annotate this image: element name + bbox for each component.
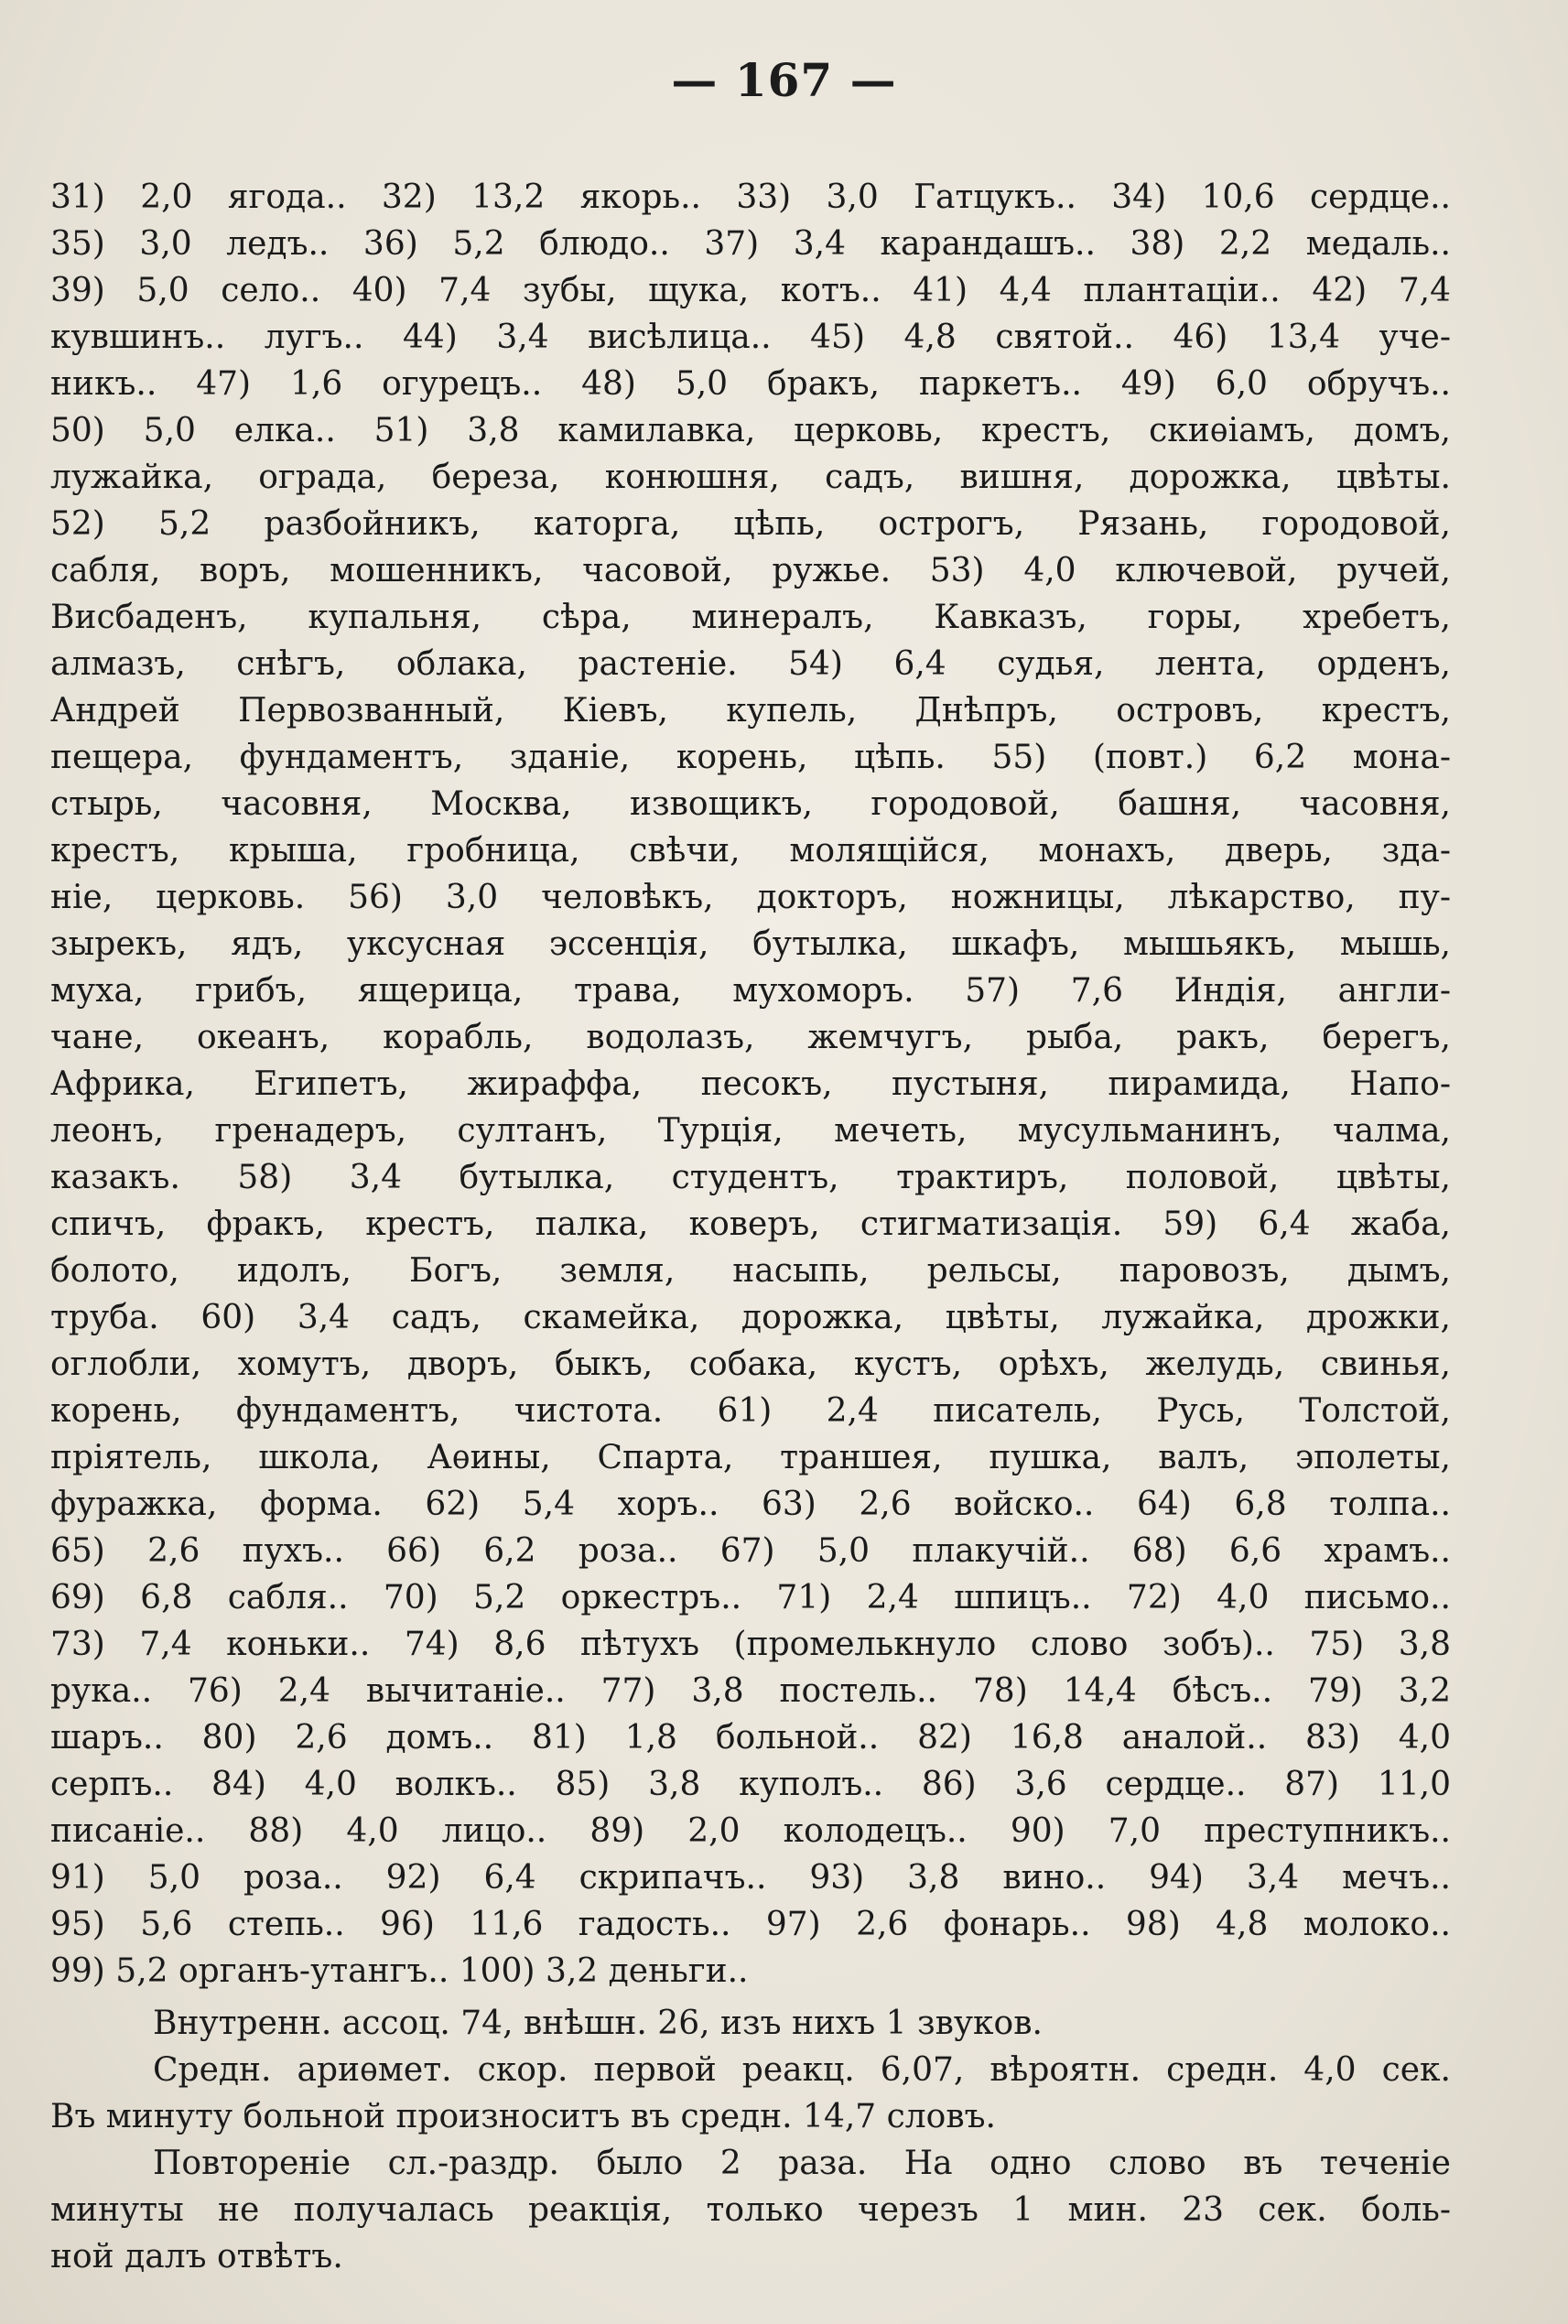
summary-line: Внутренн. ассоц. 74, внѣшн. 26, изъ нихъ 1 звуков.: [153, 2005, 1043, 2042]
text-line: 65) 2,6 пухъ.. 66) 6,2 роза.. 67) 5,0 плакучій.. 68) 6,6 храмъ..: [50, 1532, 1451, 1570]
text-line: рука.. 76) 2,4 вычитаніе.. 77) 3,8 постель.. 78) 14,4 бѣсъ.. 79) 3,2: [50, 1672, 1451, 1710]
text-line: крестъ, крыша, гробница, свѣчи, молящійся, монахъ, дверь, зда-: [50, 832, 1451, 870]
text-line: серпъ.. 84) 4,0 волкъ.. 85) 3,8 куполъ.. 86) 3,6 сердце.. 87) 11,0: [50, 1766, 1451, 1803]
text-line: чане, океанъ, корабль, водолазъ, жемчугъ, рыба, ракъ, берегъ,: [50, 1019, 1451, 1056]
text-line: 91) 5,0 роза.. 92) 6,4 скрипачъ.. 93) 3,8 вино.. 94) 3,4 мечъ..: [50, 1859, 1451, 1897]
text-line: фуражка, форма. 62) 5,4 хоръ.. 63) 2,6 войско.. 64) 6,8 толпа..: [50, 1486, 1451, 1523]
text-line: пещера, фундаментъ, зданіе, корень, цѣпь. 55) (повт.) 6,2 мона-: [50, 739, 1451, 776]
text-line: 39) 5,0 село.. 40) 7,4 зубы, щука, котъ.. 41) 4,4 плантаціи.. 42) 7,4: [50, 272, 1451, 309]
text-line: болото, идолъ, Богъ, земля, насыпь, рельсы, паровозъ, дымъ,: [50, 1252, 1451, 1290]
text-line: лужайка, ограда, береза, конюшня, садъ, вишня, дорожка, цвѣты.: [50, 459, 1451, 496]
text-line: писаніе.. 88) 4,0 лицо.. 89) 2,0 колодецъ.. 90) 7,0 преступникъ..: [50, 1812, 1451, 1850]
text-line: 99) 5,2 органъ-утангъ.. 100) 3,2 деньги..: [50, 1952, 749, 1990]
text-line: 50) 5,0 елка.. 51) 3,8 камилавка, церковь, крестъ, скиѳіамъ, домъ,: [50, 412, 1451, 449]
text-line: 35) 3,0 ледъ.. 36) 5,2 блюдо.. 37) 3,4 карандашъ.. 38) 2,2 медаль..: [50, 225, 1451, 263]
summary-line: минуты не получалась реакція, только черезъ 1 мин. 23 сек. боль-: [50, 2191, 1451, 2229]
text-line: спичъ, фракъ, крестъ, палка, коверъ, стигматизація. 59) 6,4 жаба,: [50, 1205, 1451, 1243]
text-line: корень, фундаментъ, чистота. 61) 2,4 писатель, Русь, Толстой,: [50, 1392, 1451, 1430]
text-line: казакъ. 58) 3,4 бутылка, студентъ, трактиръ, половой, цвѣты,: [50, 1159, 1451, 1196]
text-line: 95) 5,6 степь.. 96) 11,6 гадость.. 97) 2,6 фонарь.. 98) 4,8 молоко..: [50, 1906, 1451, 1943]
text-line: никъ.. 47) 1,6 огурецъ.. 48) 5,0 бракъ, паркетъ.. 49) 6,0 обручъ..: [50, 365, 1451, 403]
text-line: зырекъ, ядъ, уксусная эссенція, бутылка, шкафъ, мышьякъ, мышь,: [50, 925, 1451, 963]
text-line: 69) 6,8 сабля.. 70) 5,2 оркестръ.. 71) 2,4 шпицъ.. 72) 4,0 письмо..: [50, 1579, 1451, 1616]
summary-line: Повтореніе сл.-раздр. было 2 раза. На одно слово въ теченіе: [153, 2145, 1451, 2182]
page-text: [50, 174, 1451, 2280]
summary-line: Средн. ариѳмет. скор. первой реакц. 6,07, вѣроятн. средн. 4,0 сек.: [153, 2051, 1451, 2089]
text-line: муха, грибъ, ящерица, трава, мухоморъ. 57) 7,6 Индія, англи-: [50, 972, 1451, 1010]
text-line: шаръ.. 80) 2,6 домъ.. 81) 1,8 больной.. 82) 16,8 аналой.. 83) 4,0: [50, 1719, 1451, 1757]
text-line: оглобли, хомутъ, дворъ, быкъ, собака, кустъ, орѣхъ, желудь, свинья,: [50, 1346, 1451, 1383]
text-line: Андрей Первозванный, Кіевъ, купель, Днѣпръ, островъ, крестъ,: [50, 692, 1451, 730]
text-line: кувшинъ.. лугъ.. 44) 3,4 висѣлица.. 45) 4,8 святой.. 46) 13,4 уче-: [50, 319, 1451, 356]
text-line: труба. 60) 3,4 садъ, скамейка, дорожка, цвѣты, лужайка, дрожки,: [50, 1299, 1451, 1336]
text-line: стырь, часовня, Москва, извощикъ, городовой, башня, часовня,: [50, 785, 1451, 823]
text-line: ніе, церковь. 56) 3,0 человѣкъ, докторъ, ножницы, лѣкарство, пу-: [50, 879, 1451, 916]
text-line: сабля, воръ, мошенникъ, часовой, ружье. 53) 4,0 ключевой, ручей,: [50, 552, 1451, 589]
text-line: 73) 7,4 коньки.. 74) 8,6 пѣтухъ (промелькнуло слово зобъ).. 75) 3,8: [50, 1626, 1451, 1663]
summary-line: Въ минуту больной произноситъ въ средн. 14,7 словъ.: [50, 2098, 996, 2135]
text-line: алмазъ, снѣгъ, облака, растеніе. 54) 6,4 судья, лента, орденъ,: [50, 645, 1451, 683]
text-line: Африка, Египетъ, жираффа, песокъ, пустыня, пирамида, Напо-: [50, 1065, 1451, 1103]
text-line: 31) 2,0 ягода.. 32) 13,2 якорь.. 33) 3,0 Гатцукъ.. 34) 10,6 сердце..: [50, 178, 1451, 216]
text-line: 52) 5,2 разбойникъ, каторга, цѣпь, острогъ, Рязань, городовой,: [50, 505, 1451, 543]
text-line: леонъ, гренадеръ, султанъ, Турція, мечеть, мусульманинъ, чалма,: [50, 1112, 1451, 1150]
summary-line: ной далъ отвѣтъ.: [50, 2238, 343, 2275]
page-number: — 167 —: [671, 53, 897, 107]
text-line: Висбаденъ, купальня, сѣра, минералъ, Кавказъ, горы, хребетъ,: [50, 599, 1451, 636]
text-line: пріятель, школа, Аѳины, Спарта, траншея, пушка, валъ, эполеты,: [50, 1439, 1451, 1476]
